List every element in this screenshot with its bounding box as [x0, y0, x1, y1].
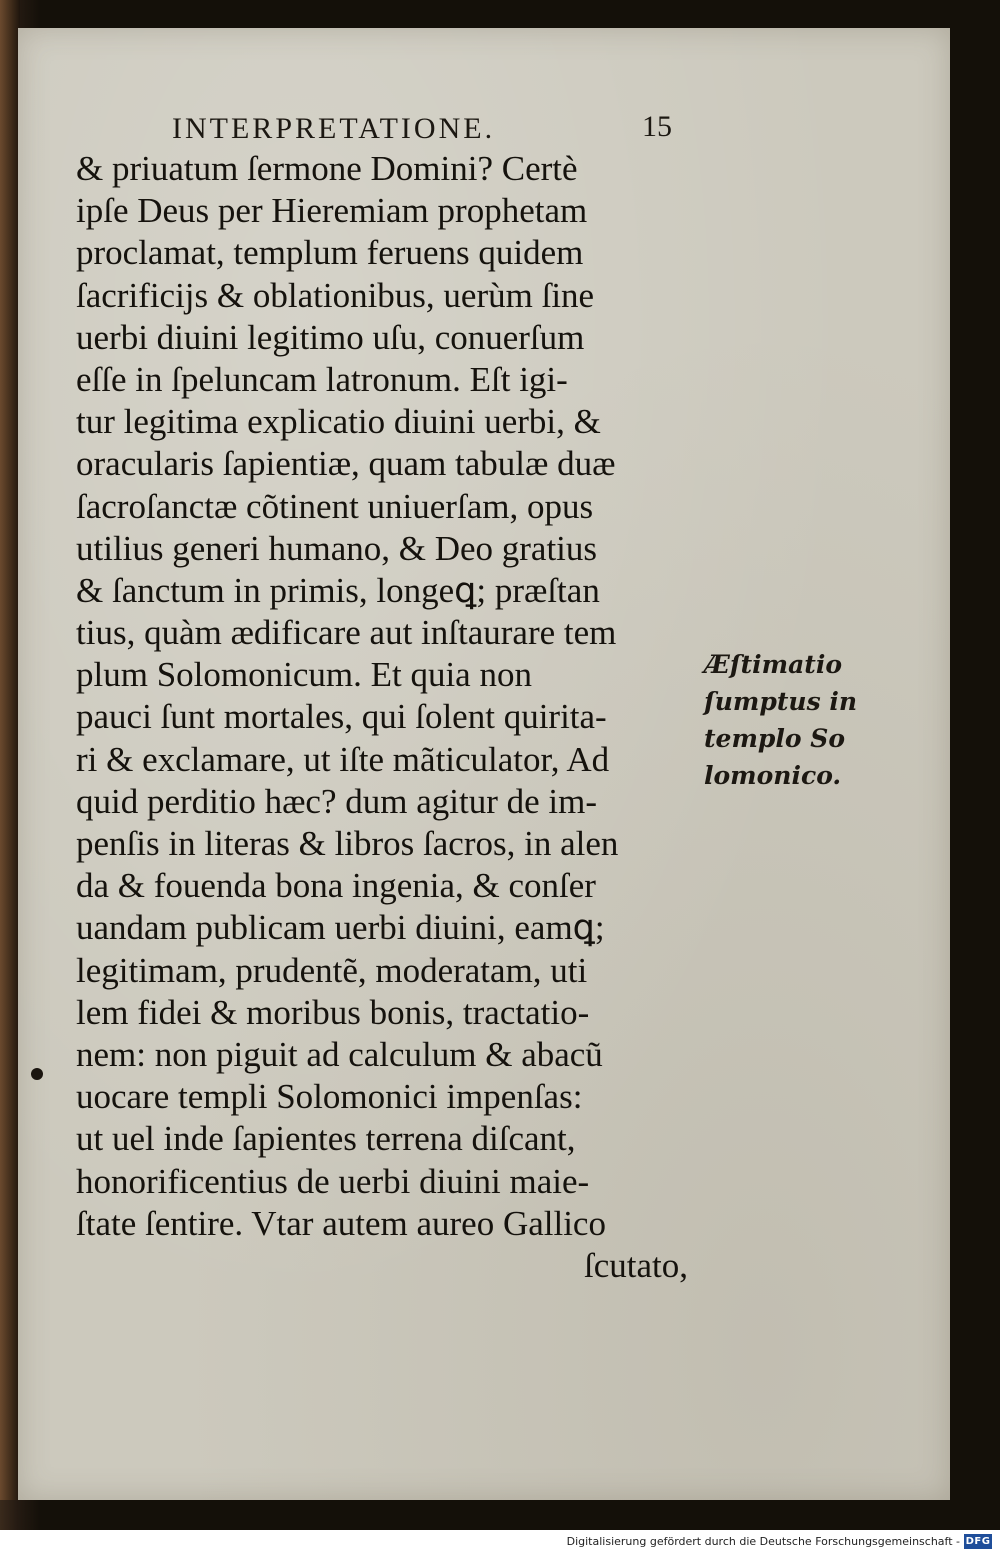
text-line: ſacroſanctæ cõtinent uniuerſam, opus — [76, 486, 594, 526]
marginal-note-line: ſumptus in — [704, 687, 858, 716]
text-line: ſacrificijs & oblationibus, uerùm ſine — [76, 275, 595, 315]
text-line: tius, quàm ædificare aut inſtaurare tem — [76, 613, 617, 653]
text-line: quid perditio hæc? dum agitur de im- — [76, 781, 598, 821]
marginal-note-line: Æſtimatio — [704, 650, 843, 679]
book-spine-edge — [0, 0, 20, 1500]
text-line: proclamat, templum feruens quidem — [76, 233, 584, 273]
text-line: uerbi diuini legitimo uſu, conuerſum — [76, 317, 585, 357]
text-line: nem: non piguit ad calculum & abacũ — [76, 1034, 603, 1074]
text-line: uocare templi Solomonici impenſas: — [76, 1077, 583, 1117]
text-line: ipſe Deus per Hieremiam prophetam — [76, 191, 588, 231]
text-line: eſſe in ſpeluncam latronum. Eſt igi- — [76, 359, 568, 399]
text-line: uandam publicam uerbi diuini, eamꝗ; — [76, 908, 605, 948]
text-line: plum Solomonicum. Et quia non — [76, 655, 532, 695]
text-line: lem fidei & moribus bonis, tractatio- — [76, 992, 590, 1032]
text-line: oracularis ſapientiæ, quam tabulæ duæ — [76, 444, 616, 484]
text-line: ri & exclamare, ut iſte mãticulator, Ad — [76, 739, 610, 779]
main-text-block — [76, 148, 696, 1287]
text-line: & ſanctum in primis, longeꝗ; præſtan — [76, 570, 600, 610]
marginal-note — [704, 646, 858, 794]
text-line: honorificentius de uerbi diuini maie- — [76, 1161, 590, 1201]
marginal-note-line: lomonico. — [704, 761, 842, 790]
dfg-logo-icon: DFG — [965, 1536, 991, 1547]
text-line: legitimam, prudentẽ, moderatam, uti — [76, 950, 588, 990]
text-line: penſis in literas & libros ſacros, in alen — [76, 824, 619, 863]
text-line: ut uel inde ſapientes terrena diſcant, — [76, 1119, 576, 1159]
text-line: pauci ſunt mortales, qui ſolent quirita- — [76, 697, 607, 737]
text-line: utilius generi humano, & Deo gratius — [76, 528, 598, 568]
text-line: tur legitima explicatio diuini uerbi, & — [76, 402, 601, 442]
running-head: INTERPRETATIONE. — [172, 112, 496, 145]
digitization-credit: Digitalisierung gefördert durch die Deutsche Forschungsgemeinschaft - — [566, 1535, 960, 1548]
text-line: da & fouenda bona ingenia, & conſer — [76, 866, 596, 906]
text-line: & priuatum ſermone Domini? Certè — [76, 149, 578, 188]
text-line: ſtate ſentire. Vtar autem aureo Gallico — [76, 1203, 606, 1243]
marginal-note-line: templo So — [704, 724, 845, 753]
ink-spot — [31, 1068, 43, 1080]
catchword: ſcutato, — [584, 1245, 688, 1285]
page-number: 15 — [642, 110, 672, 143]
